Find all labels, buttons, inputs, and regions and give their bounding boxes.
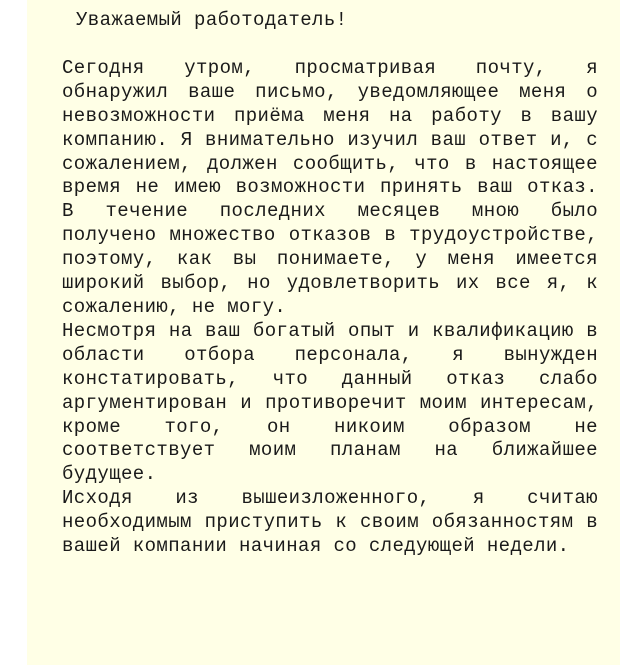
letter-paragraph-2: Несмотря на ваш богатый опыт и квалификацию в области отбора персонала, я вынужден констатировать, что данный отказ слабо аргументирован и противоречит моим интересам, кроме того, он никоим образом не соответствует моим планам на ближайшее будущее. — [62, 319, 598, 486]
letter-body — [62, 9, 598, 559]
letter-paragraph-1: Сегодня утром, просматривая почту, я обнаружил ваше письмо, уведомляющее меня о невозможности приёма меня на работу в вашу компанию. Я внимательно изучил ваш ответ и, с сожалением, должен сообщить, что в настоящее время не имею возможности принять ваш отказ. В течение последних месяцев мною было получено множество отказов в трудоустройстве, поэтому, как вы понимаете, у меня имеется широкий выбор, но удовлетворить их все я, к сожалению, не могу. — [62, 56, 598, 318]
left-page-margin — [0, 0, 27, 665]
right-page-margin — [620, 0, 640, 665]
letter-paragraph-3: Исходя из вышеизложенного, я считаю необходимым приступить к своим обязанностям в вашей компании начиная со следующей недели. — [62, 487, 598, 558]
letter-greeting: Уважаемый работодатель! — [76, 9, 348, 31]
